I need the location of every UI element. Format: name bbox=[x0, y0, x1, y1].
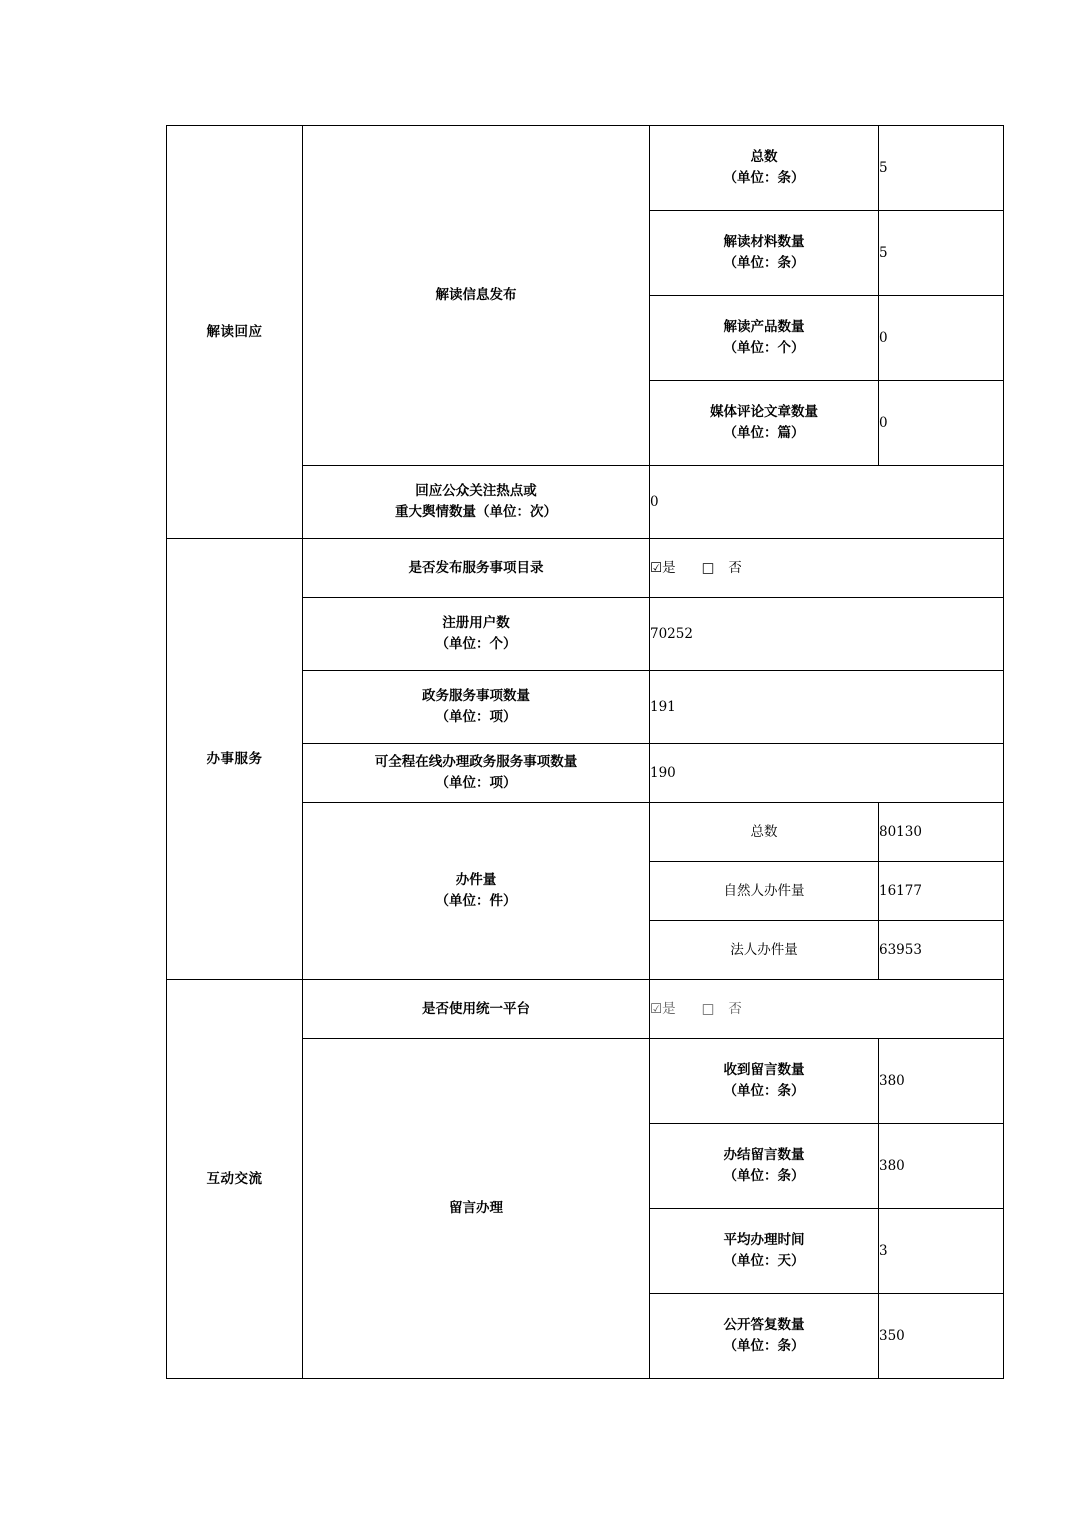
subitem-value: 380 bbox=[879, 1039, 1004, 1124]
row-label-public-response bbox=[303, 466, 650, 539]
row-label-online-service-items bbox=[303, 744, 650, 803]
group-label-message-handling: 留言办理 bbox=[303, 1039, 650, 1379]
category-cell-services: 办事服务 bbox=[167, 539, 303, 980]
subitem-label-line2: （单位：天） bbox=[723, 1253, 805, 1269]
table-row bbox=[167, 539, 1004, 598]
row-label-line2: （单位：项） bbox=[435, 775, 517, 791]
subitem-label bbox=[650, 1209, 879, 1294]
choice-yes-label[interactable]: 是 bbox=[662, 559, 676, 576]
category-cell-interaction: 互动交流 bbox=[167, 980, 303, 1379]
row-label-line1: 回应公众关注热点或 bbox=[415, 483, 537, 500]
subitem-label-line2: （单位：个） bbox=[723, 340, 805, 356]
checkbox-group-service-directory[interactable] bbox=[650, 539, 1004, 598]
subitem-label-line2: （单位：条） bbox=[723, 255, 805, 271]
subitem-value: 380 bbox=[879, 1124, 1004, 1209]
row-label-line1: 注册用户数 bbox=[442, 615, 510, 632]
choice-no-label[interactable]: 否 bbox=[728, 1000, 742, 1017]
choice-no-label[interactable]: 否 bbox=[728, 559, 742, 576]
subitem-label bbox=[650, 1039, 879, 1124]
row-label-line2: （单位：项） bbox=[435, 709, 517, 725]
checkbox-group-unified-platform[interactable] bbox=[650, 980, 1004, 1039]
group-label-line1: 办件量 bbox=[455, 872, 497, 889]
subitem-label bbox=[650, 211, 879, 296]
subitem-label bbox=[650, 296, 879, 381]
subitem-label-line1: 公开答复数量 bbox=[723, 1317, 805, 1334]
group-label-interpretation-release: 解读信息发布 bbox=[303, 126, 650, 466]
choice-yes-label[interactable]: 是 bbox=[662, 1000, 676, 1017]
subitem-value: 350 bbox=[879, 1294, 1004, 1379]
public-information-report-table bbox=[166, 125, 1004, 1379]
subitem-label: 总数 bbox=[650, 803, 879, 862]
subitem-label-line1: 办结留言数量 bbox=[723, 1147, 805, 1164]
row-label-service-directory: 是否发布服务事项目录 bbox=[303, 539, 650, 598]
subitem-label-line2: （单位：条） bbox=[723, 1338, 805, 1354]
group-label-case-volume bbox=[303, 803, 650, 980]
subitem-label-line1: 平均办理时间 bbox=[723, 1232, 805, 1249]
row-label-service-items bbox=[303, 671, 650, 744]
subitem-value: 80130 bbox=[879, 803, 1004, 862]
subitem-label-line1: 总数 bbox=[750, 149, 778, 166]
subitem-value: 0 bbox=[879, 381, 1004, 466]
row-value: 70252 bbox=[650, 598, 1004, 671]
subitem-label: 法人办件量 bbox=[650, 921, 879, 980]
subitem-value: 0 bbox=[879, 296, 1004, 381]
subitem-value: 16177 bbox=[879, 862, 1004, 921]
subitem-label-line1: 解读产品数量 bbox=[723, 319, 805, 336]
row-value: 0 bbox=[650, 466, 1004, 539]
subitem-label-line2: （单位：篇） bbox=[723, 425, 805, 441]
group-label-line2: （单位：件） bbox=[435, 893, 517, 909]
subitem-label-line2: （单位：条） bbox=[723, 1083, 805, 1099]
subitem-label: 自然人办件量 bbox=[650, 862, 879, 921]
checked-box-icon[interactable]: ☑ bbox=[650, 1000, 663, 1017]
subitem-label bbox=[650, 1124, 879, 1209]
empty-box-icon[interactable]: □ bbox=[701, 559, 715, 576]
row-label-registered-users bbox=[303, 598, 650, 671]
row-label-line1: 政务服务事项数量 bbox=[422, 688, 530, 705]
empty-box-icon[interactable]: □ bbox=[701, 1000, 715, 1017]
subitem-label bbox=[650, 1294, 879, 1379]
subitem-label bbox=[650, 126, 879, 211]
table-row bbox=[167, 980, 1004, 1039]
row-label-line1: 可全程在线办理政务服务事项数量 bbox=[374, 754, 578, 771]
row-value: 190 bbox=[650, 744, 1004, 803]
row-value: 191 bbox=[650, 671, 1004, 744]
subitem-label-line2: （单位：条） bbox=[723, 170, 805, 186]
subitem-value: 3 bbox=[879, 1209, 1004, 1294]
subitem-value: 5 bbox=[879, 126, 1004, 211]
subitem-label bbox=[650, 381, 879, 466]
table-row bbox=[167, 126, 1004, 211]
row-label-line2: （单位：个） bbox=[435, 636, 517, 652]
checked-box-icon[interactable]: ☑ bbox=[650, 559, 663, 576]
subitem-value: 63953 bbox=[879, 921, 1004, 980]
subitem-label-line1: 解读材料数量 bbox=[723, 234, 805, 251]
subitem-label-line2: （单位：条） bbox=[723, 1168, 805, 1184]
subitem-label-line1: 媒体评论文章数量 bbox=[710, 404, 818, 421]
row-label-line2: 重大舆情数量（单位：次） bbox=[395, 504, 557, 520]
subitem-label-line1: 收到留言数量 bbox=[723, 1062, 805, 1079]
category-cell-interpretation: 解读回应 bbox=[167, 126, 303, 539]
row-label-unified-platform: 是否使用统一平台 bbox=[303, 980, 650, 1039]
subitem-value: 5 bbox=[879, 211, 1004, 296]
